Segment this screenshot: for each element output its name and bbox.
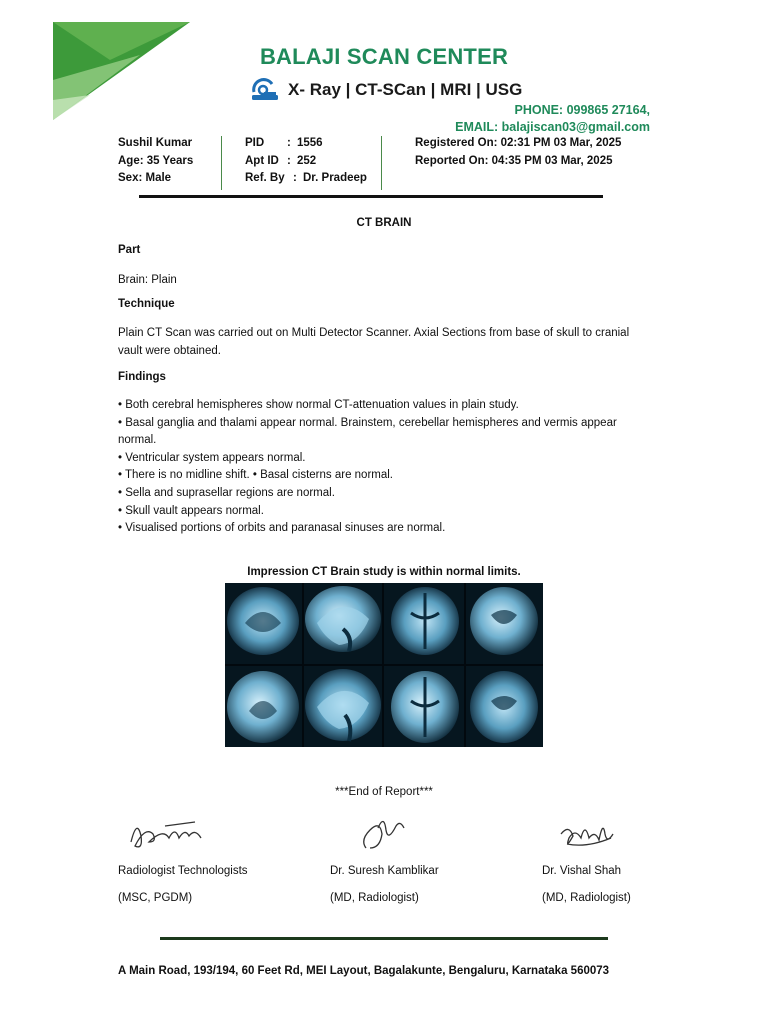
scan-slice <box>470 587 538 655</box>
signature-2 <box>352 812 412 858</box>
findings-list <box>118 397 648 538</box>
patient-name: Sushil Kumar <box>118 137 193 149</box>
report-title: CT BRAIN <box>356 217 412 229</box>
apt-label: Apt ID <box>245 154 279 167</box>
corner-decoration <box>0 0 200 125</box>
phone-line: PHONE: 099865 27164, <box>514 103 650 117</box>
finding-item: • Ventricular system appears normal. <box>118 451 306 464</box>
email-line: EMAIL: balajiscan03@gmail.com <box>455 120 650 134</box>
apt-separator: : <box>287 154 291 167</box>
scan-slice <box>227 671 299 743</box>
services-text: X- Ray | CT-SCan | MRI | USG <box>288 80 523 99</box>
scan-slice <box>391 671 459 743</box>
scan-slice <box>305 669 381 741</box>
technique-heading: Technique <box>118 298 175 310</box>
finding-item: • Sella and suprasellar regions are normal. <box>118 486 335 499</box>
scan-slice <box>227 587 299 655</box>
reported-on: Reported On: 04:35 PM 03 Mar, 2025 <box>415 154 613 167</box>
finding-item: • Both cerebral hemispheres show normal CT-attenuation values in plain study. <box>118 399 519 411</box>
part-heading: Part <box>118 244 141 256</box>
part-text: Brain: Plain <box>118 274 177 286</box>
services-line <box>250 78 522 102</box>
signature-1 <box>125 812 215 856</box>
apt-value: 252 <box>297 154 317 167</box>
info-divider <box>381 136 382 190</box>
apt-row <box>245 153 367 171</box>
brain-scan-image <box>225 583 543 747</box>
registered-on: Registered On: 02:31 PM 03 Mar, 2025 <box>415 137 622 149</box>
signer-name: Dr. Suresh Kamblikar <box>330 865 439 877</box>
patient-sex: Sex: Male <box>118 172 172 184</box>
end-of-report: ***End of Report*** <box>335 786 433 798</box>
finding-item: • There is no midline shift. • Basal cisterns are normal. <box>118 469 394 482</box>
signer-name: Radiologist Technologists <box>118 865 248 877</box>
patient-age: Age: 35 Years <box>118 154 194 167</box>
scanner-icon <box>250 78 280 102</box>
patient-identity-block <box>118 135 193 188</box>
info-divider <box>221 136 222 190</box>
finding-item: • Visualised portions of orbits and paranasal sinuses are normal. <box>118 522 446 535</box>
signer-qualification: (MSC, PGDM) <box>118 892 193 904</box>
pid-label: PID <box>245 137 265 149</box>
pid-row <box>245 135 367 153</box>
finding-item: • Basal ganglia and thalami appear normal. Brainstem, cerebellar hemispheres and vermis appear normal. <box>118 416 617 447</box>
impression: Impression CT Brain study is within normal limits. <box>247 566 521 578</box>
finding-item: • Skull vault appears normal. <box>118 504 264 517</box>
footer-address: A Main Road, 193/194, 60 Feet Rd, MEI Layout, Bagalakunte, Bengaluru, Karnataka 560073 <box>118 965 610 977</box>
ref-label: Ref. By <box>245 172 285 184</box>
scan-slice <box>305 586 381 652</box>
signer-qualification: (MD, Radiologist) <box>542 892 631 904</box>
patient-ids-block <box>245 135 367 188</box>
header-rule <box>139 195 603 198</box>
center-name: BALAJI SCAN CENTER <box>259 44 509 69</box>
ref-separator: : <box>293 172 297 184</box>
signer-qualification: (MD, Radiologist) <box>330 892 419 904</box>
pid-value: 1556 <box>297 137 323 149</box>
signature-3 <box>553 812 623 858</box>
ref-value: Dr. Pradeep <box>303 172 367 184</box>
signer-name: Dr. Vishal Shah <box>542 865 622 877</box>
footer-rule <box>160 937 608 940</box>
scan-slice <box>470 671 538 743</box>
findings-heading: Findings <box>118 371 166 383</box>
ref-row <box>245 170 367 188</box>
technique-text: Plain CT Scan was carried out on Multi Detector Scanner. Axial Sections from base of skull to cranial vault were obtained. <box>118 327 630 357</box>
pid-separator: : <box>287 137 291 149</box>
report-dates-block <box>415 135 621 170</box>
scan-slice <box>391 587 459 655</box>
